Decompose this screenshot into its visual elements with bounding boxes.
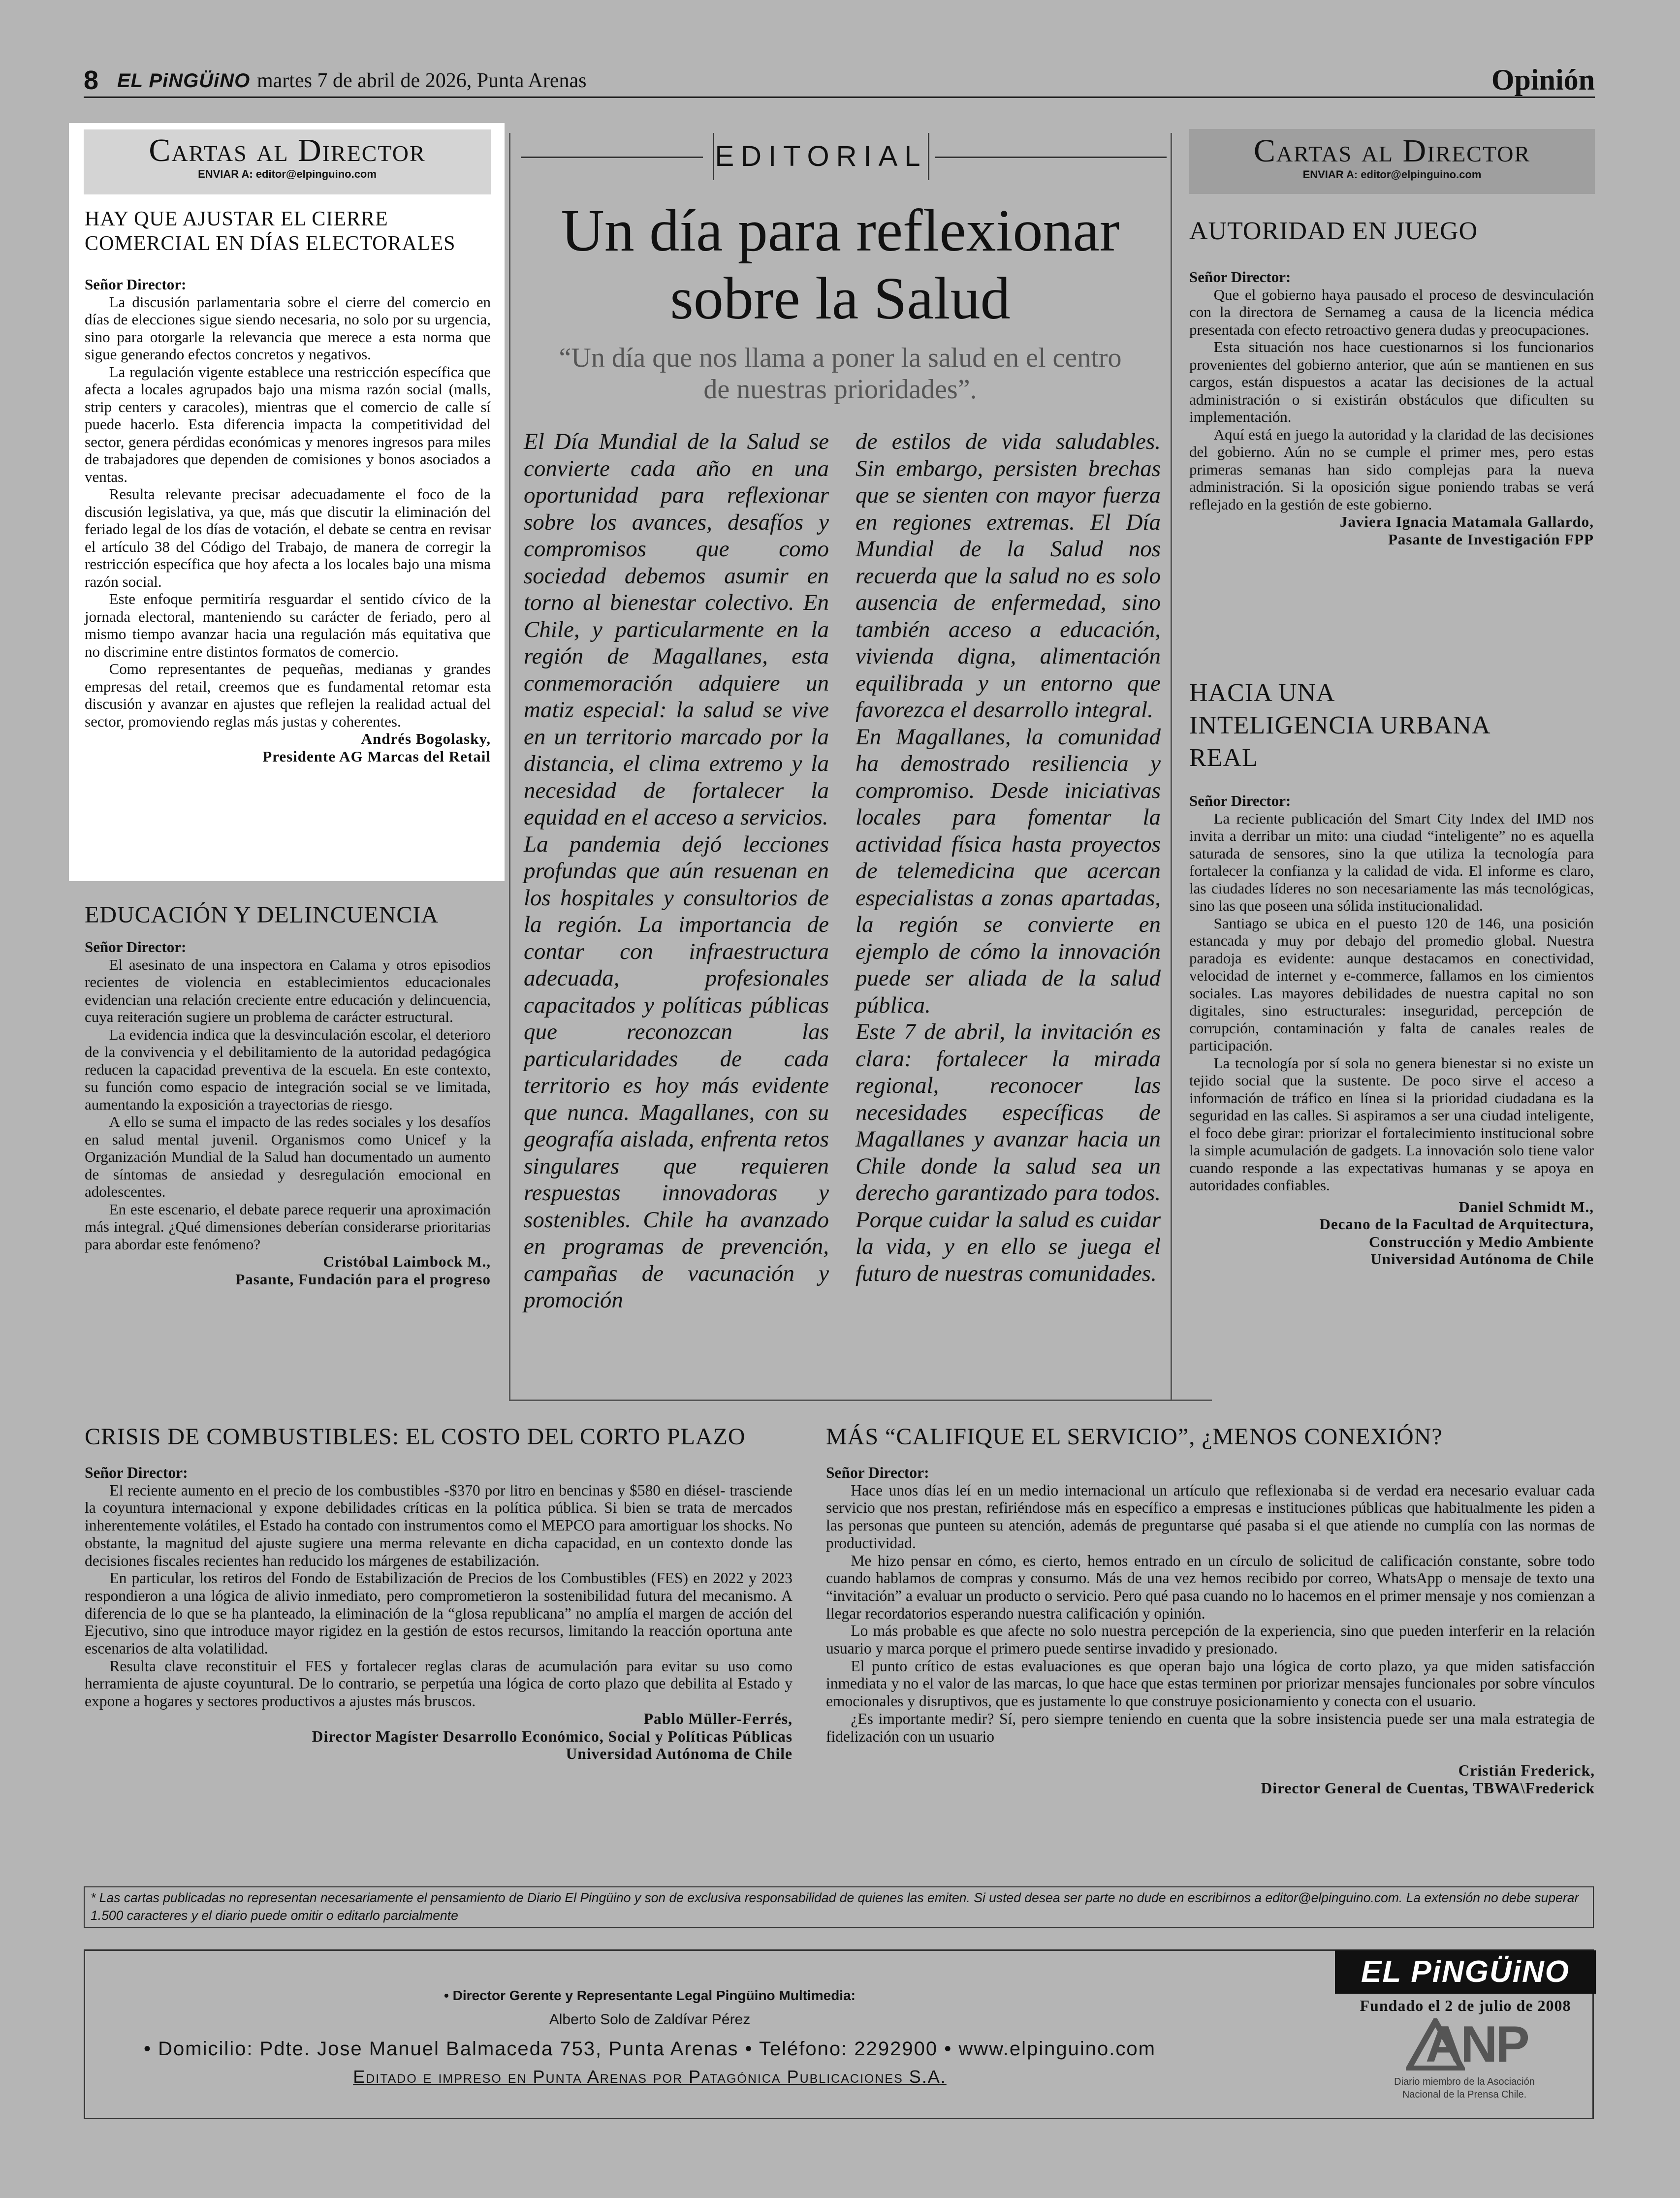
cartas-email: ENVIAR A: editor@elpinguino.com (1302, 168, 1482, 181)
signature-line: Pablo Müller-Ferrés, (643, 1710, 792, 1727)
signature-line: Director Magíster Desarrollo Económico, Social y Políticas Públicas (312, 1727, 792, 1745)
paragraph: Esta situación nos hace cuestionarnos si los funcionarios provenientes del gobierno anterior, que aún se mantienen en sus cargos, están dispuestos a acatar las decisiones de la actual administración o si existirán obstáculos que dificulten su implementación. (1189, 338, 1594, 425)
disclaimer-box (84, 1886, 1594, 1928)
editorial-column-1 (524, 428, 829, 1314)
printed-by: Editado e impreso en Punta Arenas por Patagónica Publicaciones S.A. (353, 2067, 947, 2087)
cartas-title: Cartas al Director (1253, 133, 1531, 169)
letter-combustibles (85, 1423, 792, 1763)
disclaimer-text: * Las cartas publicadas no representan necesariamente el pensamiento de Diario El Pingüino y son de exclusiva responsabilidad de quienes las emiten. Si usted desea ser parte no dude en escribirnos a editor@elpinguino.com. La extensión no debe superar 1.500 caracteres y el diario puede omitir o editarlo parcialmente (91, 1890, 1579, 1923)
editorial-paragraph: En Magallanes, la comunidad ha demostrado resiliencia y compromiso. Desde iniciativas locales para fomentar la actividad física hasta proyectos de telemedicina que acercan especialistas a zonas apartadas, la región se convierte en ejemplo de cómo la innovación puede ser aliada de la salud pública. (856, 724, 1161, 1018)
footer-logo-box (1335, 1950, 1596, 1994)
cartas-title: Cartas al Director (149, 132, 426, 168)
paragraph: La discusión parlamentaria sobre el cierre del comercio en días de elecciones sigue siendo necesaria, no solo por su urgencia, sino para otorgarle la relevancia que merece a esta norma que sigue generando efectos concretos y negativos. (85, 293, 491, 363)
editorial-rule-left (521, 157, 703, 158)
paragraph: Aquí está en juego la autoridad y la claridad de las decisiones del gobierno. Aún no se cumple el primer mes, pero estas primeras semanas han sido complejas para la nueva administración. Si la oposición sigue poniendo trabas se verá reflejado en la gestión de este gobierno. (1189, 425, 1594, 513)
paragraph: Santiago se ubica en el puesto 120 de 146, una posición estancada y muy por debajo del promedio global. Nuestra paradoja es evidente: aunque destacamos en conectividad, velocidad de internet y e-commerce, fallamos en los cimientos sociales. Las mayores debilidades de nuestra capital no son digitales, sino estructurales: inseguridad, percepción de corrupción, contaminación y falta de canales reales de participación. (1189, 914, 1594, 1054)
letter-califique (826, 1423, 1595, 1797)
paragraph: Este enfoque permitiría resguardar el sentido cívico de la jornada electoral, manteniendo su carácter de feriado, pero al mismo tiempo avanzar hacia una regulación más equitativa que no discrimine entre distintos formatos de comercio. (85, 590, 491, 660)
editorial-label: EDITORIAL (715, 140, 927, 172)
paragraph: Que el gobierno haya pausado el proceso de desvinculación con la directora de Sernameg a causa de la licencia médica presentada con efecto retroactivo genera dudas y preocupaciones. (1189, 286, 1594, 338)
letter-body (826, 1464, 1595, 1797)
letter-title: CRISIS DE COMBUSTIBLES: EL COSTO DEL CORTO PLAZO (85, 1424, 746, 1450)
letter-body (85, 938, 491, 1288)
signature-line: Daniel Schmidt M., (1458, 1198, 1594, 1215)
letter-autoridad (1189, 217, 1594, 548)
cartas-header-right (1189, 129, 1595, 194)
paragraph: El reciente aumento en el precio de los combustibles -$370 por litro en bencinas y $580 en diésel- trasciende la coyuntura internacional y expone debilidades críticas en la política pública. Si bien se trata de mercados inherentemente volátiles, el Estado ha contado con instrumentos como el MEPCO para amortiguar los shocks. No obstante, la magnitud del ajuste sugiere una merma relevante en dicha capacidad, en un contexto donde las decisiones fiscales recientes han reducido los márgenes de estabilización. (85, 1481, 792, 1569)
editorial-rule-right (935, 157, 1167, 158)
paragraph: El asesinato de una inspectora en Calama y otros episodios recientes de violencia en establecimientos educacionales evidencian una relación creciente entre educación y delincuencia, cuya reiteración sugiere un problema de carácter estructural. (85, 956, 491, 1025)
salutation: Señor Director: (826, 1464, 929, 1481)
editorial-column-2 (856, 428, 1161, 1287)
signature (85, 730, 491, 765)
editorial-paragraph: El Día Mundial de la Salud se convierte cada año en una oportunidad para reflexionar sobre los avances, desafíos y compromisos que como sociedad debemos asumir en torno al bienestar colectivo. En Chile, y particularmente en la región de Magallanes, esta conmemoración adquiere un matiz especial: la salud se vive en un territorio marcado por la distancia, el clima extremo y la necesidad de fortalecer la equidad en el acceso a servicios. (524, 429, 829, 830)
paragraph: Hace unos días leí en un medio internacional un artículo que reflexionaba si de verdad era necesario evaluar cada servicio que nos prestan, refiriéndose más en específico a empresas e instituciones públicas que habitualmente les piden a las personas que punteen su atención, además de preguntarse qué pasaba si el que atiende no cumplía con las normas de productividad. (826, 1481, 1595, 1552)
signature-line: Cristóbal Laimbock M., (323, 1253, 491, 1270)
page-header (84, 63, 1595, 97)
cartas-header-left (84, 129, 491, 194)
paragraph: La regulación vigente establece una restricción específica que afecta a locales agrupados bajo una misma razón social (malls, strip centers y caracoles), mientras que el comercio de calle sí puede hacerlo. Esta diferencia impacta la competitividad del sector, genera pérdidas económicas y menores ingresos para miles de trabajadores que dependen de comisiones y bonos asociados a ventas. (85, 363, 491, 485)
section-title: Opinión (1491, 64, 1595, 96)
signature-line: Pasante, Fundación para el progreso (235, 1270, 491, 1288)
contact-line: • Domicilio: Pdte. Jose Manuel Balmaceda 753, Punta Arenas • Teléfono: 2292900 • www.elpinguino.com (144, 2038, 1156, 2060)
letter-body (1189, 792, 1594, 1268)
letter-body (1189, 268, 1594, 548)
signature-line: Andrés Bogolasky, (361, 730, 491, 747)
signature-line: Universidad Autónoma de Chile (1370, 1250, 1594, 1268)
paragraph: La evidencia indica que la desvinculación escolar, el deterioro de la convivencia y el debilitamiento de la autoridad pedagógica reducen la capacidad preventiva de la escuela. En este contexto, su función como espacio de integración social se ve limitada, aumentando la exposición a trayectorias de riesgo. (85, 1025, 491, 1113)
signature-line: Decano de la Facultad de Arquitectura, (1319, 1215, 1594, 1233)
paragraph: Como representantes de pequeñas, medianas y grandes empresas del retail, creemos que es fundamental retomar esta discusión y avanzar en ajustes que reflejen la realidad actual del sector, promoviendo reglas más justas y coherentes. (85, 660, 491, 730)
letter-title: HACIA UNA INTELIGENCIA URBANA REAL (1189, 679, 1490, 772)
paragraph: Lo más probable es que afecte no solo nuestra percepción de la experiencia, sino que pueden interferir en la relación usuario y marca porque el primero puede sentirse invadido y presionado. (826, 1622, 1595, 1657)
paragraph: La tecnología por sí sola no genera bienestar si no existe un tejido social que la sustente. De poco sirve el acceso a información de tráfico en línea si la prioridad ciudadana es la seguridad en las calles. Si aspiramos a ser una ciudad inteligente, el foco debe girar: priorizar el fortalecimiento institucional sobre la simple acumulación de gadgets. La innovación solo tiene valor cuando responde a las expectativas humanas y se apoya en autoridades confiables. (1189, 1054, 1594, 1194)
paragraph: A ello se suma el impacto de las redes sociales y los desafíos en salud mental juvenil. Organismos como Unicef y la Organización Mundial de la Salud han documentado un aumento de síntomas de ansiedad y desregulación emocional en adolescentes. (85, 1113, 491, 1200)
editorial-paragraph: La pandemia dejó lecciones profundas que aún resuenan en los hospitales y consultorios de la región. La importancia de contar con infraestructura adecuada, profesionales capacitados y políticas públicas que reconozcan las particularidades de cada territorio es hoy más evidente que nunca. Magallanes, con su geografía aislada, enfrenta retos singulares que requieren respuestas innovadoras y sostenibles. Chile ha avanzado en programas de prevención, campañas de vacunación y promoción (524, 831, 829, 1313)
letter-title: AUTORIDAD EN JUEGO (1189, 217, 1478, 245)
salutation: Señor Director: (85, 938, 187, 956)
signature-line: Cristián Frederick, (1458, 1762, 1595, 1780)
anp-caption-1: Diario miembro de la Asociación (1394, 2076, 1535, 2087)
founded-date: Fundado el 2 de julio de 2008 (1360, 1997, 1571, 2014)
signature-line: Pasante de Investigación FPP (1388, 530, 1594, 548)
signature (826, 1762, 1595, 1797)
director-name: Alberto Solo de Zaldívar Pérez (549, 2011, 751, 2028)
paragraph: En particular, los retiros del Fondo de Estabilización de Precios de los Combustibles (FES) en 2022 y 2023 respondieron a una lógica de alivio inmediato, pero comprometieron la sostenibilidad futura del mecanismo. A diferencia de lo que se ha planteado, la eliminación de la “glosa republicana” no amplía el margen de acción del Ejecutivo, sino que introduce mayor rigidez en la gestión de estos recursos, limitando la reacción oportuna ante escenarios de alta volatilidad. (85, 1569, 792, 1657)
signature (85, 1253, 491, 1288)
signature (85, 1710, 792, 1763)
masthead-logo: EL PiNGÜiNO (117, 70, 251, 92)
signature-line: Universidad Autónoma de Chile (566, 1745, 792, 1763)
paragraph: ¿Es importante medir? Sí, pero siempre teniendo en cuenta que la sobre insistencia puede ser una mala estrategia de fidelización con un usuario (826, 1710, 1595, 1745)
paragraph: El punto crítico de estas evaluaciones es que operan bajo una lógica de corto plazo, ya que miden satisfacción inmediata y no el valor de las marcas, lo que hace que estas terminen por priorizar mensajes funcionales por sobre vínculos emocionales y disruptivos, que es justamente lo que construye posicionamiento y conecta con el usuario. (826, 1657, 1595, 1710)
signature (1189, 513, 1594, 548)
editorial-subtitle: “Un día que nos llama a poner la salud en el centro de nuestras prioridades”. (559, 343, 1122, 405)
paragraph: Resulta relevante precisar adecuadamente el foco de la discusión legislativa, ya que, más que discutir la eliminación del feriado legal de los días de votación, el debate se centra en revisar el artículo 38 del Código del Trabajo, de manera de corregir la restricción específica que hoy afecta a los locales bajo una misma razón social. (85, 485, 491, 590)
letter-body (85, 1464, 792, 1763)
editorial-bottom-rule (509, 1400, 1212, 1401)
letter-title: HAY QUE AJUSTAR EL CIERRE COMERCIAL EN DÍAS ELECTORALES (85, 208, 456, 255)
letter-body (85, 276, 491, 765)
date-line: martes 7 de abril de 2026, Punta Arenas (257, 69, 587, 92)
signature (1189, 1198, 1594, 1268)
salutation: Señor Director: (85, 276, 187, 293)
editorial-paragraph: Este 7 de abril, la invitación es clara: fortalecer la mirada regional, reconocer las necesidades específicas de Magallanes y avanzar hacia un Chile donde la salud sea un derecho garantizado para todos. Porque cuidar la salud es cuidar la vida, y en ello se juega el futuro de nuestras comunidades. (856, 1019, 1161, 1286)
signature-line: Presidente AG Marcas del Retail (262, 747, 491, 765)
salutation: Señor Director: (1189, 268, 1291, 286)
cartas-email: ENVIAR A: editor@elpinguino.com (198, 168, 377, 180)
signature-line: Director General de Cuentas, TBWA\Frederick (1261, 1779, 1595, 1797)
director-label: • Director Gerente y Representante Legal Pingüino Multimedia: (444, 1988, 856, 2003)
anp-logo (1406, 2016, 1528, 2073)
header-rule (84, 96, 1595, 98)
editorial-title: Un día para reflexionar sobre la Salud (561, 197, 1120, 332)
paragraph: En este escenario, el debate parece requerir una aproximación más integral. ¿Qué dimensiones deberían considerarse prioritarias para abordar este fenómeno? (85, 1200, 491, 1253)
letter-title: MÁS “CALIFIQUE EL SERVICIO”, ¿MENOS CONEXIÓN? (826, 1424, 1443, 1450)
paragraph: Resulta clave reconstituir el FES y fortalecer reglas claras de acumulación para evitar su uso como herramienta de ajuste coyuntural. De lo contrario, se perpetúa una lógica de corto plazo que debilita al Estado y expone a hogares y sectores productivos a ajustes más bruscos. (85, 1657, 792, 1710)
editorial-paragraph: de estilos de vida saludables. Sin embargo, persisten brechas que se sienten con mayor fuerza en regiones extremas. El Día Mundial de la Salud nos recuerda que la salud no es solo ausencia de enfermedad, sino también acceso a educación, vivienda digna, alimentación equilibrada y un entorno que favorezca el desarrollo integral. (856, 429, 1161, 723)
editorial-column-rule-left (509, 133, 510, 1401)
paragraph: La reciente publicación del Smart City Index del IMD nos invita a derribar un mito: una ciudad “inteligente” no es aquella saturada de sensores, sino la que utiliza la tecnología para fortalecer la confianza y la calidad de vida. El informe es claro, las ciudades líderes no son necesariamente las más tecnológicas, sino las que poseen una sólida institucionalidad. (1189, 809, 1594, 914)
editorial-column-rule-right (1171, 133, 1172, 1401)
anp-caption-2: Nacional de la Prensa Chile. (1402, 2089, 1527, 2100)
footer-logo: EL PiNGÜiNO (1361, 1955, 1570, 1989)
letter-educacion (85, 901, 491, 1288)
letter-inteligencia (1189, 677, 1594, 1268)
letter-cierre (85, 207, 491, 765)
paragraph: Me hizo pensar en cómo, es cierto, hemos entrado en un círculo de solicitud de calificación constante, sobre todo cuando hablamos de compras y consumo. Más de una vez hemos recibido por correo, WhatsApp o mensaje de texto una “invitación” a evaluar un producto o servicio. Pero qué pasa cuando no lo hacemos en el primer mensaje y nos comienzan a llegar recordatorios esperando nuestra calificación y opinión. (826, 1552, 1595, 1622)
page-number: 8 (84, 65, 99, 95)
signature-line: Construcción y Medio Ambiente (1369, 1233, 1594, 1250)
anp-logo-text: ANP (1426, 2016, 1528, 2073)
letter-title: EDUCACIÓN Y DELINCUENCIA (85, 902, 439, 928)
salutation: Señor Director: (85, 1464, 188, 1481)
salutation: Señor Director: (1189, 792, 1291, 809)
editorial-label-box (713, 133, 929, 180)
signature-line: Javiera Ignacia Matamala Gallardo, (1339, 513, 1594, 530)
